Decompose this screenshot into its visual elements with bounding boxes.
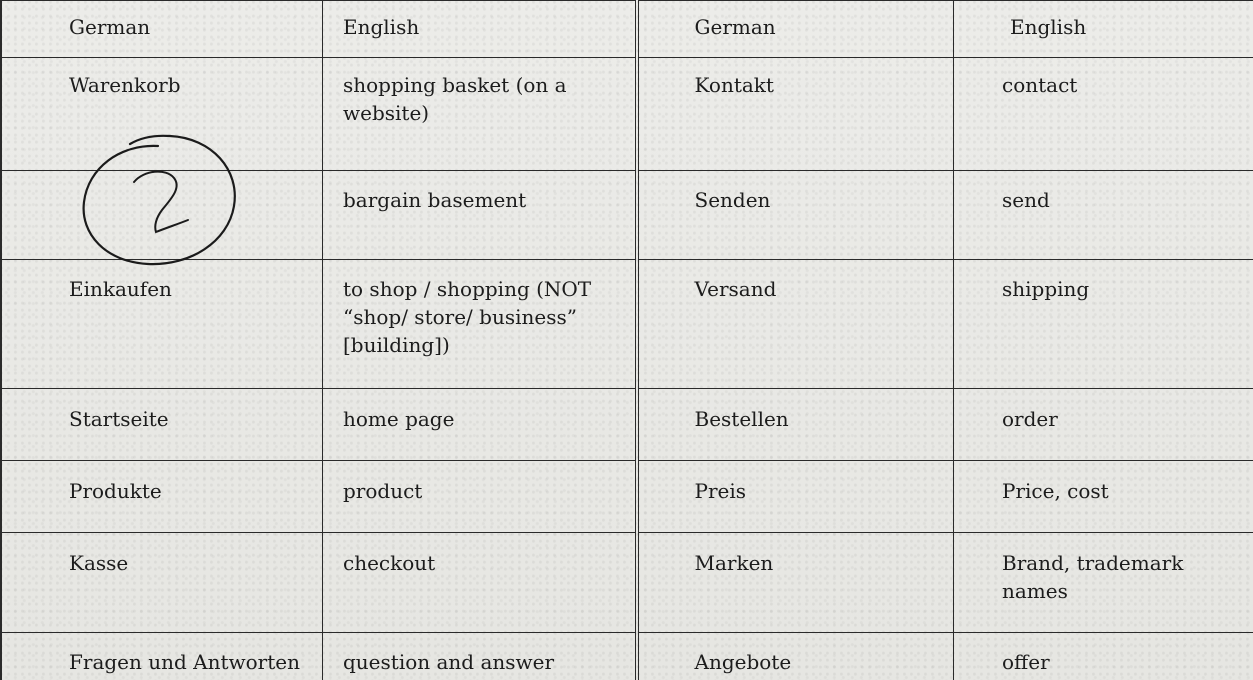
english-cell: home page [323, 389, 637, 461]
table-row [1, 533, 1253, 633]
german-cell: Fragen und Antworten [1, 633, 323, 680]
german-cell: Marken [637, 533, 954, 633]
table-row [1, 389, 1253, 461]
header-english-2: English [954, 1, 1253, 58]
german-cell: Versand [637, 260, 954, 389]
german-cell: Kontakt [637, 58, 954, 171]
german-cell: Warenkorb [1, 58, 323, 171]
german-cell: Kasse [1, 533, 323, 633]
english-cell: shopping basket (on a website) [323, 58, 637, 171]
english-cell: shipping [954, 260, 1253, 389]
german-cell-blank [1, 171, 323, 260]
english-cell: send [954, 171, 1253, 260]
english-cell: question and answer [323, 633, 637, 680]
table-row [1, 58, 1253, 171]
german-cell: Preis [637, 461, 954, 533]
header-german-2: German [637, 1, 954, 58]
german-cell: Produkte [1, 461, 323, 533]
english-cell: bargain basement [323, 171, 637, 260]
header-english-1: English [323, 1, 637, 58]
german-cell: Startseite [1, 389, 323, 461]
header-row [1, 1, 1253, 58]
header-german-1: German [1, 1, 323, 58]
table-row [1, 171, 1253, 260]
english-cell: checkout [323, 533, 637, 633]
german-cell: Senden [637, 171, 954, 260]
english-cell: contact [954, 58, 1253, 171]
german-cell: Angebote [637, 633, 954, 680]
english-cell: Brand, trademark names [954, 533, 1253, 633]
table-row [1, 461, 1253, 533]
german-cell: Bestellen [637, 389, 954, 461]
page-edge [0, 0, 2, 680]
english-cell: order [954, 389, 1253, 461]
table-row [1, 633, 1253, 680]
english-cell: product [323, 461, 637, 533]
english-cell: Price, cost [954, 461, 1253, 533]
english-cell: offer [954, 633, 1253, 680]
german-cell: Einkaufen [1, 260, 323, 389]
table-row [1, 260, 1253, 389]
english-cell: to shop / shopping (NOT “shop/ store/ business” [building]) [323, 260, 637, 389]
